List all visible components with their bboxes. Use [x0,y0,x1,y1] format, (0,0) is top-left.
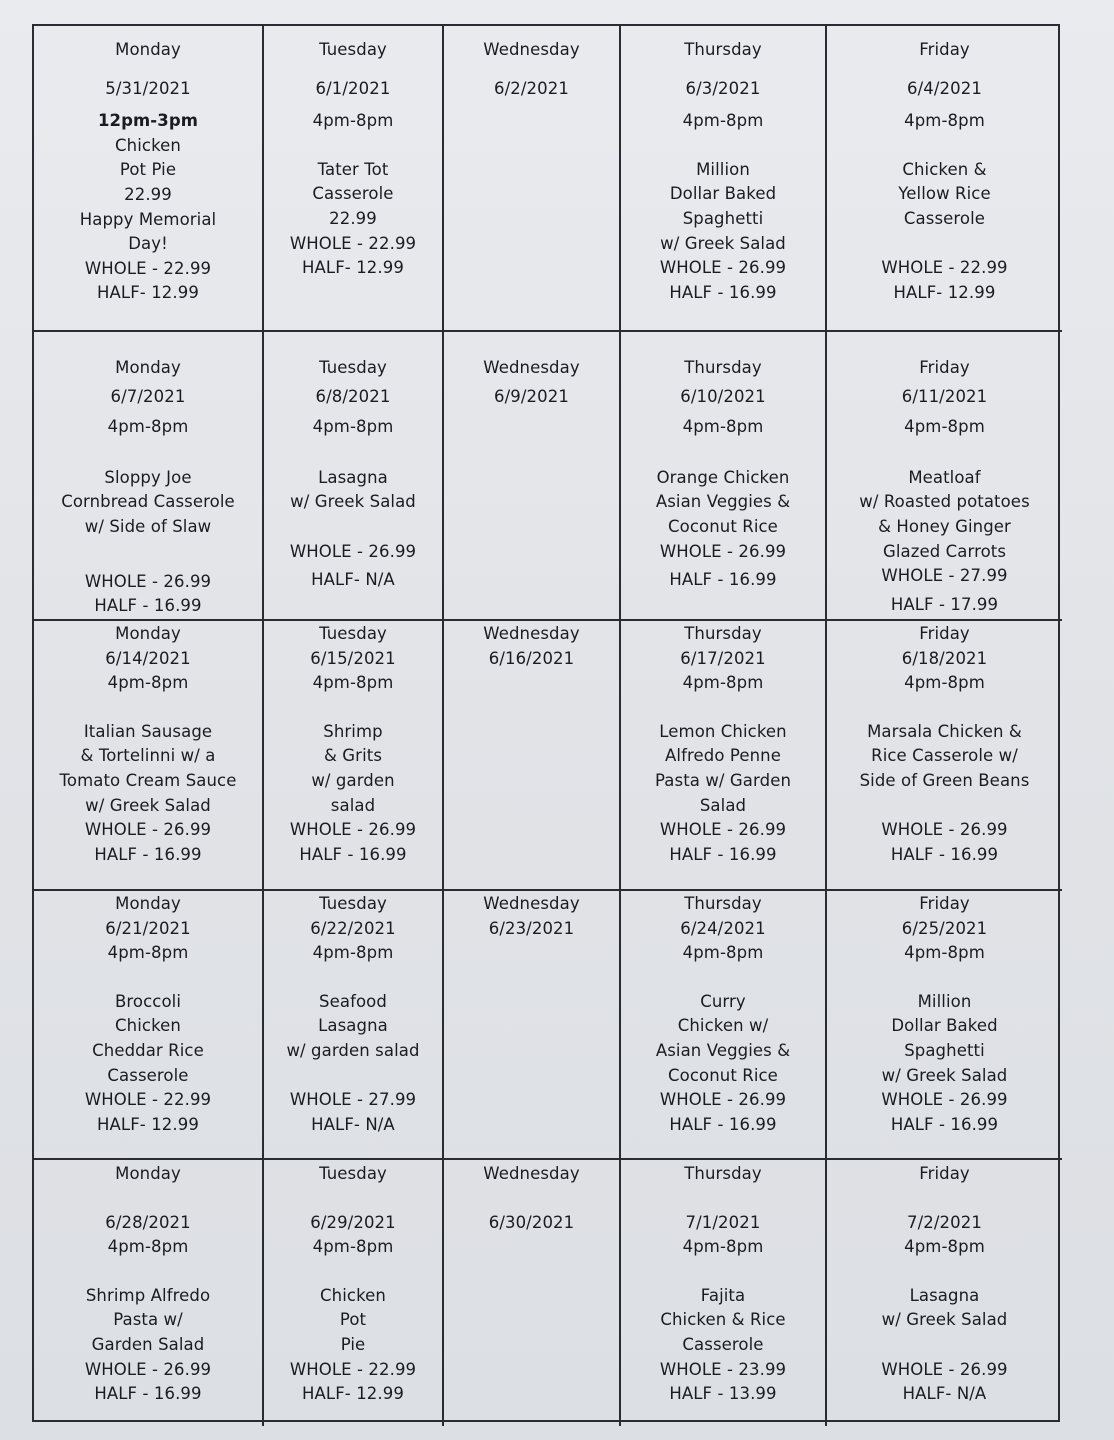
date-label: 6/16/2021 [488,648,575,668]
dish-line: w/ garden salad [286,1040,420,1060]
day-cell-thursday-week-2 [621,332,827,621]
date-label: 6/3/2021 [685,78,761,98]
whole-price: WHOLE - 22.99 [289,233,417,253]
whole-price: WHOLE - 26.99 [881,1090,1008,1110]
dish-line: & Tortelinni w/ a [80,746,216,766]
day-label: Friday [919,40,970,59]
whole-price: WHOLE - 26.99 [289,820,417,840]
date-label: 6/10/2021 [680,386,766,406]
dish-line: Shrimp [323,721,383,741]
time-label: 4pm-8pm [682,943,764,963]
dish-line: Pasta w/ Garden [654,770,791,790]
whole-price: WHOLE - 22.99 [289,1359,417,1379]
dish-line: Casserole [312,184,394,204]
date-label: 6/1/2021 [315,78,391,98]
day-label: Monday [115,1164,181,1183]
dish-line: 22.99 [329,208,377,228]
date-label: 6/15/2021 [310,648,396,668]
dish-line: Chicken w/ [677,1016,769,1036]
dish-line: Million [696,159,750,179]
dish-line: Spaghetti [904,1040,985,1060]
day-label: Thursday [684,358,762,377]
time-label: 4pm-8pm [682,673,764,693]
time-label: 4pm-8pm [107,1237,189,1257]
time-label: 4pm-8pm [682,417,764,437]
dish-line: w/ Side of Slaw [84,516,212,536]
dish-line: Casserole [107,1065,189,1085]
date-label: 6/17/2021 [680,648,766,668]
dish-line: Italian Sausage [83,721,213,741]
day-cell-wednesday-week-1 [444,26,621,332]
day-label: Tuesday [319,40,387,59]
dish-line: Fajita [700,1285,746,1305]
day-cell-tuesday-week-5 [264,1160,444,1426]
time-label: 4pm-8pm [904,943,985,963]
day-label: Wednesday [483,1164,580,1183]
day-cell-wednesday-week-4 [444,891,621,1160]
day-label: Friday [919,358,970,377]
time-label: 4pm-8pm [682,111,764,131]
dish-line: Lasagna [318,467,388,487]
date-label: 6/2/2021 [494,78,569,98]
dish-line: w/ Greek Salad [660,233,786,253]
day-label: Wednesday [483,894,580,913]
date-label: 7/2/2021 [907,1212,982,1232]
half-price: HALF- 12.99 [302,1384,404,1404]
half-price: HALF - 16.99 [94,596,202,616]
time-label: 4pm-8pm [107,417,189,437]
half-price: HALF - 16.99 [890,1114,999,1134]
day-cell-monday-week-5 [34,1160,264,1426]
dish-line: w/ Greek Salad [290,492,416,512]
day-label: Thursday [684,40,762,59]
dish-line: Lemon Chicken [659,721,787,741]
dish-line: Million [917,991,972,1011]
whole-price: WHOLE - 26.99 [881,820,1008,840]
half-price: HALF - 16.99 [94,844,202,864]
day-label: Thursday [684,624,762,643]
dish-line: salad [330,795,376,815]
whole-price: WHOLE - 26.99 [659,1090,787,1110]
dish-line: w/ Greek Salad [85,795,211,815]
whole-price: WHOLE - 26.99 [659,541,787,561]
whole-price: WHOLE - 27.99 [289,1090,417,1110]
half-price: HALF- N/A [311,570,395,590]
date-label: 6/25/2021 [901,918,988,938]
whole-price: WHOLE - 26.99 [84,820,212,840]
half-price: HALF - 16.99 [669,570,777,590]
dish-line: Asian Veggies & [655,492,791,512]
dish-line: Marsala Chicken & [867,721,1022,741]
half-price: HALF- 12.99 [893,282,996,302]
dish-line: w/ garden [311,770,395,790]
time-label: 4pm-8pm [312,417,394,437]
day-label: Friday [919,1164,970,1183]
half-price: HALF- N/A [902,1384,987,1404]
dish-line: Alfredo Penne [665,746,781,766]
day-label: Tuesday [319,1164,387,1183]
dish-line: Cornbread Casserole [61,492,235,512]
dish-line: Pie [340,1334,366,1354]
time-label: 4pm-8pm [312,1237,394,1257]
dish-line: Dollar Baked [891,1016,998,1036]
date-label: 7/1/2021 [685,1212,761,1232]
date-label: 6/8/2021 [315,386,391,406]
date-label: 6/11/2021 [901,386,988,406]
dish-line: Coconut Rice [668,1065,778,1085]
day-cell-wednesday-week-3 [444,621,621,891]
dish-line: Shrimp Alfredo [85,1285,211,1305]
date-label: 6/28/2021 [105,1212,191,1232]
dish-line: Rice Casserole w/ [871,746,1018,766]
dish-line: Seafood [319,991,387,1011]
dish-line: Cheddar Rice [92,1040,204,1060]
dish-line: Yellow Rice [898,184,991,204]
time-label: 4pm-8pm [904,1237,985,1257]
date-label: 6/18/2021 [901,648,988,668]
dish-line: Dollar Baked [669,184,777,204]
day-cell-friday-week-1 [827,26,1062,332]
day-cell-tuesday-week-2 [264,332,444,621]
dish-line: Chicken & [902,159,987,179]
dish-line: Orange Chicken [656,467,790,487]
half-price: HALF- 12.99 [97,283,199,303]
day-label: Thursday [684,1164,762,1183]
dish-line: Chicken [320,1285,386,1305]
half-price: HALF - 16.99 [669,282,777,302]
half-price: HALF- N/A [311,1114,395,1134]
day-label: Friday [919,894,970,913]
day-cell-monday-week-1 [34,26,264,332]
dish-line: & Grits [323,746,383,766]
whole-price: WHOLE - 26.99 [659,258,787,278]
dish-line: Asian Veggies & [655,1040,791,1060]
dish-line: Pot Pie [119,160,177,180]
dish-line: Curry [700,991,746,1011]
day-cell-tuesday-week-3 [264,621,444,891]
half-price: HALF - 16.99 [669,844,777,864]
day-cell-monday-week-4 [34,891,264,1160]
dish-line: w/ Greek Salad [881,1065,1008,1085]
day-label: Monday [115,624,181,643]
dish-line: Lasagna [909,1285,980,1305]
dish-line: & Honey Ginger [878,516,1011,536]
day-cell-thursday-week-1 [621,26,827,332]
whole-price: WHOLE - 23.99 [659,1359,787,1379]
dish-line: Coconut Rice [668,516,778,536]
dish-line: Chicken [115,1016,181,1036]
dish-line: Chicken & Rice [660,1310,786,1330]
time-label: 4pm-8pm [904,111,985,131]
whole-price: WHOLE - 22.99 [84,1090,212,1110]
day-cell-tuesday-week-1 [264,26,444,332]
dish-line: Spaghetti [682,208,764,228]
half-price: HALF- 12.99 [97,1114,199,1134]
whole-price: WHOLE - 26.99 [659,820,787,840]
time-label: 4pm-8pm [312,673,394,693]
time-label: 4pm-8pm [904,673,985,693]
day-cell-monday-week-3 [34,621,264,891]
dish-line: Tomato Cream Sauce [59,770,237,790]
time-label: 12pm-3pm [97,111,199,131]
whole-price: WHOLE - 22.99 [84,258,212,278]
day-label: Monday [115,358,181,377]
dish-line: w/ Roasted potatoes [859,492,1030,512]
day-cell-wednesday-week-2 [444,332,621,621]
day-cell-thursday-week-5 [621,1160,827,1426]
half-price: HALF - 13.99 [669,1384,777,1404]
date-label: 6/23/2021 [488,918,575,938]
date-label: 6/14/2021 [105,648,191,668]
day-label: Wednesday [483,624,580,643]
date-label: 6/22/2021 [310,918,396,938]
whole-price: WHOLE - 26.99 [84,1359,212,1379]
menu-calendar-grid [32,24,1060,1422]
whole-price: WHOLE - 26.99 [289,541,417,561]
date-label: 6/9/2021 [494,386,569,406]
day-label: Friday [919,624,970,643]
day-cell-thursday-week-3 [621,621,827,891]
day-label: Tuesday [319,358,387,377]
date-label: 6/24/2021 [680,918,766,938]
dish-line: Casserole [682,1334,764,1354]
dish-line: w/ Greek Salad [881,1310,1008,1330]
day-label: Monday [115,894,181,913]
half-price: HALF - 16.99 [890,844,999,864]
dish-line: Casserole [903,208,986,228]
day-label: Monday [115,40,181,59]
whole-price: WHOLE - 22.99 [881,258,1008,278]
dish-line: Sloppy Joe [104,467,192,487]
day-cell-thursday-week-4 [621,891,827,1160]
half-price: HALF- 12.99 [302,258,404,278]
dish-line: Glazed Carrots [882,541,1007,561]
half-price: HALF - 16.99 [299,844,407,864]
day-label: Thursday [684,894,762,913]
whole-price: WHOLE - 27.99 [881,566,1008,586]
half-price: HALF - 16.99 [669,1114,777,1134]
dish-line: Tater Tot [317,159,389,179]
whole-price: WHOLE - 26.99 [881,1359,1008,1379]
day-cell-friday-week-5 [827,1160,1062,1426]
dish-line: Happy Memorial [79,209,217,229]
date-label: 6/7/2021 [110,386,186,406]
dish-line: Pot [339,1310,367,1330]
date-label: 6/4/2021 [907,78,982,98]
half-price: HALF - 17.99 [890,594,999,614]
whole-price: WHOLE - 26.99 [84,571,212,591]
day-label: Tuesday [319,894,387,913]
time-label: 4pm-8pm [904,417,985,437]
date-label: 6/29/2021 [310,1212,396,1232]
dish-line: Pasta w/ [113,1310,183,1330]
day-cell-friday-week-4 [827,891,1062,1160]
day-cell-tuesday-week-4 [264,891,444,1160]
dish-line: Lasagna [318,1016,388,1036]
time-label: 4pm-8pm [682,1237,764,1257]
day-cell-monday-week-2 [34,332,264,621]
dish-line: 22.99 [124,184,172,204]
date-label: 6/30/2021 [488,1212,575,1232]
time-label: 4pm-8pm [107,943,189,963]
time-label: 4pm-8pm [312,943,394,963]
day-cell-wednesday-week-5 [444,1160,621,1426]
dish-line: Broccoli [114,991,182,1011]
dish-line: Meatloaf [908,467,981,487]
day-label: Wednesday [483,358,580,377]
dish-line: Salad [699,795,747,815]
date-label: 5/31/2021 [105,78,191,98]
day-label: Wednesday [483,40,580,59]
half-price: HALF - 16.99 [94,1384,202,1404]
dish-line: Day! [128,234,168,254]
date-label: 6/21/2021 [105,918,191,938]
day-label: Tuesday [319,624,387,643]
day-cell-friday-week-2 [827,332,1062,621]
time-label: 4pm-8pm [312,111,394,131]
dish-line: Chicken [115,135,181,155]
day-cell-friday-week-3 [827,621,1062,891]
dish-line: Side of Green Beans [859,770,1030,790]
time-label: 4pm-8pm [107,673,189,693]
dish-line: Garden Salad [91,1334,205,1354]
